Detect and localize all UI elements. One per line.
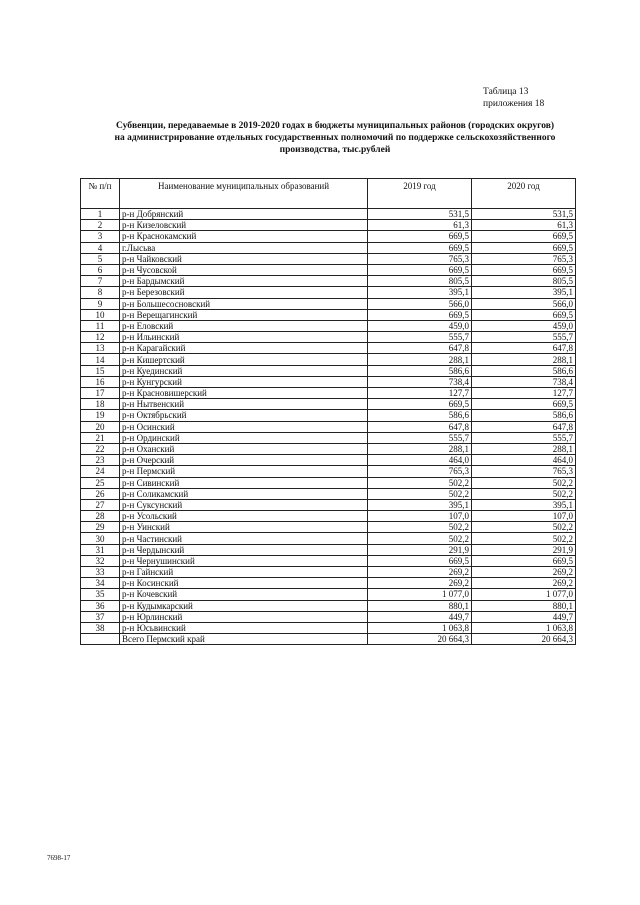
row-value-2020: 395,1 [472,287,576,298]
row-municipality: Всего Пермский край [120,634,368,645]
row-value-2020: 586,6 [472,365,576,376]
row-municipality: р-н Кудымкарский [120,600,368,611]
row-value-2020: 647,8 [472,343,576,354]
row-value-2019: 566,0 [368,298,472,309]
row-value-2019: 765,3 [368,466,472,477]
row-municipality: р-н Косинский [120,578,368,589]
row-value-2020: 288,1 [472,443,576,454]
table-body [81,209,576,645]
row-value-2019: 288,1 [368,443,472,454]
table-row [81,410,576,421]
row-municipality: р-н Осинский [120,421,368,432]
table-header-row [81,179,576,209]
row-value-2020: 459,0 [472,320,576,331]
row-number: 36 [81,600,120,611]
row-value-2020: 1 077,0 [472,589,576,600]
table-row [81,622,576,633]
row-number: 20 [81,421,120,432]
row-number: 38 [81,622,120,633]
table-row [81,376,576,387]
title-line: Субвенции, передаваемые в 2019-2020 годах в бюджеты муниципальных районов (городских округов) [115,121,555,131]
row-value-2020: 880,1 [472,600,576,611]
row-value-2020: 669,5 [472,555,576,566]
row-value-2020: 449,7 [472,611,576,622]
row-number: 15 [81,365,120,376]
row-municipality: г.Лысьва [120,242,368,253]
row-value-2020: 555,7 [472,432,576,443]
row-number: 27 [81,499,120,510]
row-value-2020: 738,4 [472,376,576,387]
row-value-2019: 586,6 [368,365,472,376]
row-municipality: р-н Чайковский [120,253,368,264]
row-value-2020: 531,5 [472,209,576,220]
row-value-2019: 1 063,8 [368,622,472,633]
row-value-2020: 669,5 [472,242,576,253]
row-value-2019: 669,5 [368,309,472,320]
row-number: 26 [81,488,120,499]
subsidies-table [80,178,576,645]
row-value-2019: 669,5 [368,399,472,410]
row-value-2019: 555,7 [368,432,472,443]
row-value-2019: 555,7 [368,332,472,343]
row-value-2020: 555,7 [472,332,576,343]
row-value-2020: 20 664,3 [472,634,576,645]
row-value-2019: 459,0 [368,320,472,331]
row-number: 31 [81,544,120,555]
row-number: 14 [81,354,120,365]
row-value-2019: 502,2 [368,488,472,499]
row-value-2020: 805,5 [472,276,576,287]
header-number: № п/п [81,179,120,209]
row-municipality: р-н Юрлинский [120,611,368,622]
table-row [81,421,576,432]
row-value-2019: 395,1 [368,287,472,298]
table-row [81,555,576,566]
row-value-2020: 765,3 [472,253,576,264]
table-row [81,533,576,544]
row-number: 9 [81,298,120,309]
table-row [81,611,576,622]
row-number: 19 [81,410,120,421]
table-row [81,600,576,611]
row-value-2019: 805,5 [368,276,472,287]
row-municipality: р-н Кишертский [120,354,368,365]
row-number: 11 [81,320,120,331]
row-municipality: р-н Юсьвинский [120,622,368,633]
row-value-2020: 502,2 [472,533,576,544]
header-municipality: Наименование муниципальных образований [120,179,368,209]
row-municipality: р-н Октябрьский [120,410,368,421]
row-value-2019: 669,5 [368,264,472,275]
document-code: 7698-17 [47,854,71,862]
title-line: производства, тыс.рублей [279,145,391,155]
table-row [81,365,576,376]
table-row [81,432,576,443]
table-row [81,298,576,309]
row-municipality: р-н Добрянский [120,209,368,220]
row-value-2019: 449,7 [368,611,472,622]
row-value-2020: 464,0 [472,455,576,466]
row-municipality: р-н Пермский [120,466,368,477]
table-row [81,466,576,477]
row-number: 12 [81,332,120,343]
row-value-2019: 269,2 [368,567,472,578]
row-number: 5 [81,253,120,264]
table-row [81,220,576,231]
table-row [81,443,576,454]
table-row [81,455,576,466]
row-value-2020: 669,5 [472,399,576,410]
table-row [81,276,576,287]
row-value-2019: 647,8 [368,343,472,354]
table-row [81,522,576,533]
row-municipality: р-н Большесосновский [120,298,368,309]
row-value-2020: 395,1 [472,499,576,510]
row-municipality: р-н Чусовской [120,264,368,275]
row-number: 25 [81,477,120,488]
row-value-2019: 291,9 [368,544,472,555]
row-value-2019: 464,0 [368,455,472,466]
row-value-2020: 765,3 [472,466,576,477]
row-value-2020: 269,2 [472,578,576,589]
row-number: 29 [81,522,120,533]
table-row [81,242,576,253]
row-number: 17 [81,388,120,399]
row-municipality: р-н Частинский [120,533,368,544]
row-value-2019: 765,3 [368,253,472,264]
row-value-2019: 20 664,3 [368,634,472,645]
row-municipality: р-н Красновишерский [120,388,368,399]
row-municipality: р-н Березовский [120,287,368,298]
row-number: 22 [81,443,120,454]
row-municipality: р-н Усольский [120,511,368,522]
row-value-2019: 647,8 [368,421,472,432]
table-row [81,511,576,522]
table-row [81,544,576,555]
row-value-2020: 288,1 [472,354,576,365]
document-title [95,120,575,156]
row-municipality: р-н Кизеловский [120,220,368,231]
row-municipality: р-н Краснокамский [120,231,368,242]
table-row [81,343,576,354]
row-value-2020: 107,0 [472,511,576,522]
row-municipality: р-н Куединский [120,365,368,376]
header-2020: 2020 год [472,179,576,209]
row-value-2019: 531,5 [368,209,472,220]
table-row [81,567,576,578]
row-number: 28 [81,511,120,522]
row-value-2020: 291,9 [472,544,576,555]
row-value-2019: 288,1 [368,354,472,365]
row-municipality: р-н Гайнский [120,567,368,578]
table-row [81,399,576,410]
row-value-2019: 107,0 [368,511,472,522]
row-value-2020: 502,2 [472,477,576,488]
row-number: 6 [81,264,120,275]
row-value-2019: 880,1 [368,600,472,611]
row-value-2020: 586,6 [472,410,576,421]
table-row [81,209,576,220]
row-number: 4 [81,242,120,253]
row-value-2019: 586,6 [368,410,472,421]
row-number: 37 [81,611,120,622]
row-number: 18 [81,399,120,410]
row-value-2020: 502,2 [472,488,576,499]
row-number: 10 [81,309,120,320]
row-value-2019: 502,2 [368,533,472,544]
row-municipality: р-н Ильинский [120,332,368,343]
row-value-2019: 669,5 [368,231,472,242]
header-2019: 2019 год [368,179,472,209]
row-number: 2 [81,220,120,231]
row-value-2019: 502,2 [368,522,472,533]
row-municipality: р-н Уинский [120,522,368,533]
table-row [81,309,576,320]
table-row [81,388,576,399]
table-total-row [81,634,576,645]
table-row [81,477,576,488]
row-value-2019: 738,4 [368,376,472,387]
row-municipality: р-н Нытвенский [120,399,368,410]
row-number: 3 [81,231,120,242]
row-number: 1 [81,209,120,220]
row-number: 34 [81,578,120,589]
row-value-2019: 669,5 [368,242,472,253]
table-row [81,332,576,343]
row-municipality: р-н Суксунский [120,499,368,510]
table-row [81,264,576,275]
row-value-2020: 61,3 [472,220,576,231]
table-number: Таблица 13 [483,87,529,97]
row-number: 30 [81,533,120,544]
row-municipality: р-н Оханский [120,443,368,454]
row-number [81,634,120,645]
row-value-2019: 395,1 [368,499,472,510]
row-value-2020: 566,0 [472,298,576,309]
row-municipality: р-н Чернушинский [120,555,368,566]
table-row [81,287,576,298]
row-municipality: р-н Бардымский [120,276,368,287]
appendix-number: приложения 18 [483,99,545,109]
row-value-2020: 669,5 [472,264,576,275]
row-municipality: р-н Сивинский [120,477,368,488]
table-row [81,499,576,510]
row-municipality: р-н Кочевский [120,589,368,600]
row-municipality: р-н Верещагинский [120,309,368,320]
table-row [81,589,576,600]
row-number: 13 [81,343,120,354]
row-number: 32 [81,555,120,566]
row-municipality: р-н Еловский [120,320,368,331]
title-line: на администрирование отдельных государственных полномочий по поддержке сельскохозяйственного [114,133,556,143]
table-row [81,320,576,331]
row-municipality: р-н Чердынский [120,544,368,555]
table-row [81,354,576,365]
row-value-2020: 669,5 [472,309,576,320]
row-number: 23 [81,455,120,466]
row-number: 7 [81,276,120,287]
row-municipality: р-н Ординский [120,432,368,443]
row-municipality: р-н Очерский [120,455,368,466]
table-row [81,231,576,242]
table-reference [483,86,544,110]
row-municipality: р-н Соликамский [120,488,368,499]
row-municipality: р-н Кунгурский [120,376,368,387]
row-value-2020: 127,7 [472,388,576,399]
row-value-2019: 1 077,0 [368,589,472,600]
row-number: 35 [81,589,120,600]
row-municipality: р-н Карагайский [120,343,368,354]
row-value-2020: 269,2 [472,567,576,578]
row-value-2019: 127,7 [368,388,472,399]
row-number: 8 [81,287,120,298]
row-number: 16 [81,376,120,387]
row-value-2019: 502,2 [368,477,472,488]
table-row [81,253,576,264]
row-number: 21 [81,432,120,443]
row-value-2019: 61,3 [368,220,472,231]
row-number: 33 [81,567,120,578]
table-row [81,488,576,499]
row-value-2020: 502,2 [472,522,576,533]
row-value-2020: 669,5 [472,231,576,242]
row-value-2020: 1 063,8 [472,622,576,633]
table-row [81,578,576,589]
row-value-2019: 669,5 [368,555,472,566]
row-value-2019: 269,2 [368,578,472,589]
row-number: 24 [81,466,120,477]
row-value-2020: 647,8 [472,421,576,432]
